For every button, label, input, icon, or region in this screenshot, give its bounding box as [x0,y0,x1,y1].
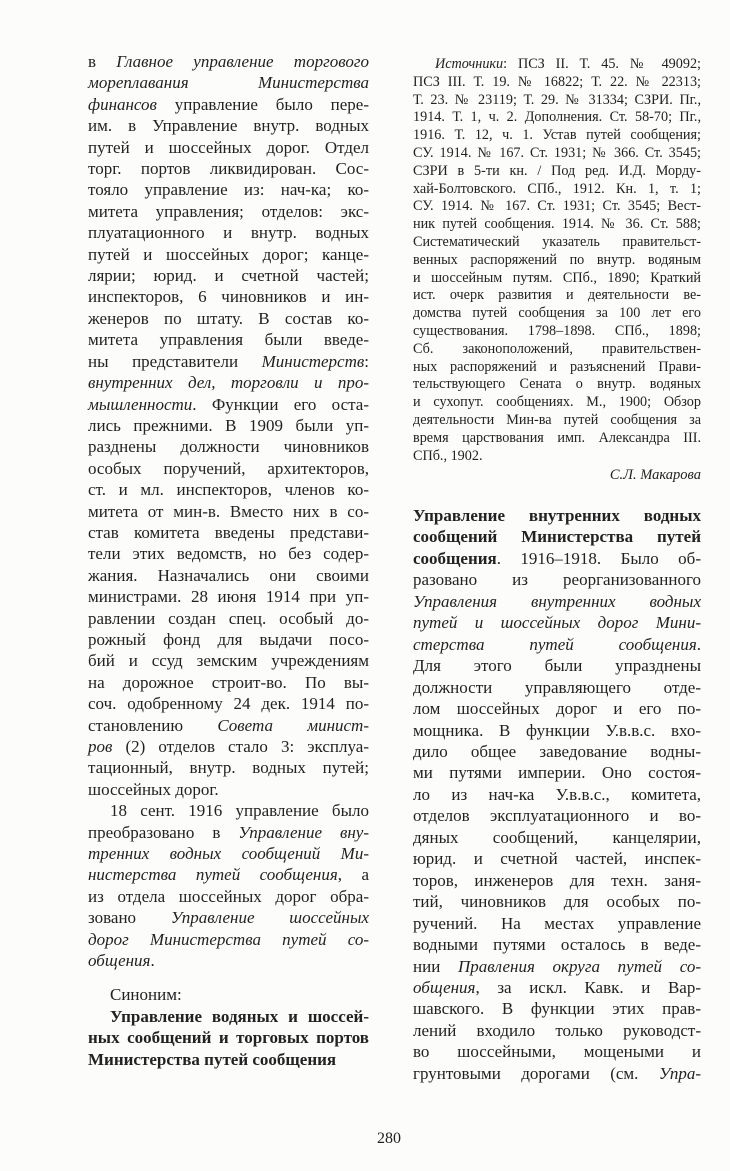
text-segment: Синоним: [110,985,182,1005]
text-segment: тационный, внутр. водных путей; [88,758,369,778]
left-text-line [88,158,369,179]
left-text-line [88,650,369,671]
right-text-line [413,569,701,590]
author-signature: С.Л. Макарова [609,467,701,483]
italic-text: Министерств [261,351,365,371]
text-segment: тий, чиновников для особых по- [413,892,701,912]
left-text-line [88,1027,369,1048]
right-column-entry [413,505,701,1084]
text-segment: , а [337,865,369,885]
text-segment: СПб., 1902. [413,447,483,464]
text-segment: ных распоряжений и разъяснений Прави- [413,358,701,375]
italic-text: ров [88,737,113,756]
text-segment: управление было пере- [156,94,369,114]
text-segment: равлении создан спец. особый до- [88,608,369,628]
text-segment: тельствующего Сената о внутр. водяных [413,376,701,393]
text-segment: Сб. законоположений, правительствен- [413,340,701,357]
text-segment: и шоссейным путям. СПб., 1890; Краткий [413,269,701,286]
left-text-line [88,329,369,350]
left-text-line [88,822,369,843]
text-segment: лений входило только руководст- [413,1020,701,1040]
text-segment: митета управления; отделов: экс- [88,201,369,221]
italic-text: Управление вну- [238,822,369,842]
left-text-line [88,51,369,72]
text-segment: Для этого были упразднены [413,656,701,676]
right-text-line [413,870,701,891]
text-segment: тели этих ведомств, но без содер- [88,544,369,564]
right-text-line [413,505,701,526]
left-text-line [88,372,369,393]
text-segment: в [88,52,117,71]
text-segment: венных распоряжений по внутр. водяным [413,251,701,268]
text-segment: женеров по штату. В состав ко- [88,308,369,328]
left-column-text [88,51,369,1070]
italic-text: Совета минист- [217,715,369,735]
left-text-line [88,886,369,907]
left-text-line [88,864,369,885]
italic-text: нистерства путей сообщения [88,865,338,885]
sources-text-line [413,305,701,323]
text-segment: отделов эксплуатационного и во- [413,806,701,826]
sources-text-line [413,56,701,74]
text-segment: тояло управление из: нач-ка; ко- [88,180,369,200]
left-text-line [88,586,369,607]
text-segment: им. в Управление внутр. водных [88,116,369,136]
left-text-line [88,800,369,821]
right-text-line [413,720,701,741]
text-segment: митета управления были введе- [88,330,369,350]
bold-heading-text: Министерства путей сообщения [88,1049,337,1069]
left-text-line [88,394,369,415]
text-segment: лом шоссейных дорог и его по- [413,699,701,719]
left-text-line [88,543,369,564]
italic-text: дорог Министерства путей со- [88,929,369,949]
right-text-line [413,827,701,848]
sources-text-line [413,198,701,216]
text-segment: плуатационного и внутр. водных [88,223,369,243]
text-segment: ст. и мл. инспекторов, членов ко- [88,480,369,500]
sources-text-line [413,109,701,127]
right-text-line [413,934,701,955]
text-segment: особых поручений, архитекторов, [88,458,369,478]
text-segment: . Функции его оста- [192,394,369,414]
text-segment: ист. очерк развития и деятельности ве- [413,287,701,304]
text-segment: деятельности Мин-ва путей сообщения за [413,411,701,428]
italic-text: Правления округа путей со- [457,956,701,976]
left-text-line [88,115,369,136]
left-text-line [88,843,369,864]
text-segment: соч. одобренному 24 дек. 1914 по- [88,694,369,714]
italic-text: мореплавания Министерства [88,73,369,93]
right-text-line [413,698,701,719]
italic-text: Упра- [658,1063,701,1083]
right-text-line [413,762,701,783]
italic-text: мышленности [88,394,193,414]
text-segment: путей и шоссейных дорог; канце- [88,244,369,264]
sources-text-line [413,252,701,270]
left-text-line [88,629,369,650]
italic-text: тренних водных сообщений Ми- [88,844,369,864]
left-text-line [88,222,369,243]
text-segment: время царствования имп. Александра III. [413,429,701,446]
sources-text-line [413,341,701,359]
text-segment: инспекторов, 6 чиновников и ин- [88,287,369,307]
right-text-line [413,548,701,569]
text-segment: водными путями осталось в веде- [413,935,701,955]
italic-text: финансов [88,94,157,114]
text-segment: ник путей сообщения. 1914. № 36. Ст. 588; [413,216,701,233]
sources-text-line [413,323,701,341]
text-segment: Систематический указатель правительст- [413,233,701,250]
left-text-line [88,351,369,372]
italic-text: путей и шоссейных дорог Мини- [413,613,701,633]
left-text-line [88,479,369,500]
right-text-line [413,891,701,912]
text-segment: преобразовано в [88,822,239,842]
right-text-line [413,784,701,805]
left-text-line [88,984,369,1005]
right-text-line [413,591,701,612]
left-text-line [88,244,369,265]
text-segment: шавского. В функции этих прав- [413,999,701,1019]
text-segment: и сухопут. сообщениях. М., 1900; Обзор [413,394,701,411]
sources-text-line [413,127,701,145]
sources-text-line [413,234,701,252]
text-segment: . 1916–1918. Было об- [496,548,701,568]
text-segment: (2) отделов стало 3: эксплуа- [112,737,369,756]
sources-text-line [413,430,701,448]
left-text-line [88,72,369,93]
left-text-line [88,415,369,436]
sources-text-line [413,287,701,305]
right-text-line [413,526,701,547]
right-text-line [413,913,701,934]
left-text-line [88,522,369,543]
left-text-line [88,436,369,457]
text-segment: на дорожное строит-во. По вы- [88,672,369,692]
sources-text-line [413,74,701,92]
text-segment: юрид. и счетной частей, инспек- [413,849,701,869]
text-segment: грунтовыми дорогами (см. [413,1063,659,1083]
sources-text-line [413,376,701,394]
sources-text-line [413,216,701,234]
bold-heading-text: Управление водяных и шоссей- [110,1006,369,1026]
text-segment: из отдела шоссейных дорог обра- [88,886,369,906]
italic-text: стерства путей сообщения [413,634,697,654]
bold-heading-text: Управление внутренних водных [413,506,701,525]
right-text-line [413,655,701,676]
sources-text-line [413,181,701,199]
left-text-line [88,94,369,115]
left-text-line [88,779,369,800]
left-text-line [88,715,369,736]
text-segment: становлению [88,715,218,735]
right-text-line [413,977,701,998]
text-segment: : [364,351,369,371]
sources-text-line [413,394,701,412]
text-segment: Т. 23. № 23119; Т. 29. № 31334; СЗРИ. Пг., [413,91,701,108]
sources-text-line [413,448,701,466]
text-segment: 1916. Т. 12, ч. 1. Устав путей сообщения; [413,127,701,144]
text-segment: существования. 1798–1898. СПб., 1898; [413,322,701,339]
page-number: 280 [377,1130,401,1147]
text-segment: зовано [88,908,171,928]
left-text-line [88,907,369,928]
text-segment: СЗРИ в 5-ти кн. / Под ред. И.Д. Морду- [413,162,701,179]
right-text-line [413,677,701,698]
text-segment: торов, инженеров для техн. заня- [413,870,701,890]
italic-text: Источники [435,56,504,72]
right-text-line [413,741,701,762]
text-segment: ло из нач-ка У.в.в.с., комитета, [413,784,701,804]
text-segment: дило общее заведование водны- [413,741,701,761]
bold-heading-text: ных сообщений и торговых портов [88,1028,369,1048]
left-text-line [88,929,369,950]
text-segment: : ПСЗ II. Т. 45. № 49092; [503,56,701,72]
left-text-line [88,950,369,971]
text-segment: . [150,951,155,971]
text-segment: мощника. В функции У.в.в.с. вхо- [413,720,701,740]
italic-text: внутренних дел, торговли и про- [88,373,369,393]
sources-text-line [413,163,701,181]
left-text-line [88,1049,369,1070]
sources-text-line [413,270,701,288]
text-segment: ны представители [88,351,262,371]
text-segment: путей и шоссейных дорог. Отдел [88,137,369,157]
left-text-line [88,137,369,158]
text-segment: 18 сент. 1916 управление было [110,801,369,821]
text-segment: нии [413,956,458,976]
text-segment: бий и ссуд земским учреждениям [88,651,369,671]
right-text-line [413,1063,701,1084]
left-text-line [88,458,369,479]
text-segment: домства путей сообщения за 100 лет его [413,305,701,322]
left-text-line [88,286,369,307]
text-segment: 1914. Т. 1, ч. 2. Дополнения. Ст. 58-70; Пг., [413,109,701,126]
italic-text: общения [413,977,476,997]
left-text-line [88,608,369,629]
right-text-line [413,956,701,977]
text-segment: разднены должности чиновников [88,437,369,457]
text-segment: ручений. На местах управление [413,913,701,933]
right-text-line [413,805,701,826]
left-text-line [88,565,369,586]
italic-text: Управление шоссейных [170,908,369,928]
text-segment: министрами. 28 июня 1914 при уп- [88,587,369,607]
text-segment: СУ. 1914. № 167. Ст. 1931; № 366. Ст. 3545; [413,144,701,161]
right-text-line [413,998,701,1019]
left-text-line [88,501,369,522]
text-segment: став комитета введены представи- [88,522,369,542]
italic-text: Управления внутренних водных [413,591,701,611]
text-segment: , за искл. Кавк. и Вар- [475,977,701,997]
text-segment: шоссейных дорог. [88,779,219,799]
left-text-line [88,201,369,222]
sources-text-line [413,92,701,110]
left-text-line [88,179,369,200]
bold-heading-text: сообщения [413,548,497,568]
text-segment: рожный фонд для выдачи посо- [88,629,369,649]
sources-list [413,56,701,465]
italic-text: общения [88,951,151,971]
text-segment: ми путями империи. Оно состоя- [413,763,701,783]
left-text-line [88,672,369,693]
right-text-line [413,1041,701,1062]
text-segment: лись прежними. В 1909 были уп- [88,415,369,435]
italic-text: Главное управление торгового [116,52,369,71]
right-text-line [413,634,701,655]
left-text-line [88,1006,369,1027]
text-segment: должности управляющего отде- [413,677,701,697]
right-text-line [413,848,701,869]
right-text-line [413,612,701,633]
sources-text-line [413,359,701,377]
left-text-line [88,736,369,757]
text-segment: ПСЗ III. Т. 19. № 16822; Т. 22. № 22313; [413,73,701,90]
text-segment: разовано из реорганизованного [413,570,701,590]
left-text-line [88,693,369,714]
text-segment: жания. Назначались они своими [88,565,369,585]
text-segment: хай-Болтовского. СПб., 1912. Кн. 1, т. 1; [413,180,701,197]
sources-text-line [413,145,701,163]
text-segment: дяных сообщений, канцелярии, [413,827,701,847]
text-segment: торг. портов ликвидирован. Сос- [88,159,369,179]
sources-text-line [413,412,701,430]
text-segment: митета от мин-в. Вместо них в со- [88,501,369,521]
bold-heading-text: сообщений Министерства путей [413,527,701,547]
text-segment: СУ. 1914. № 167. Ст. 1931; Ст. 3545; Вест- [413,198,701,215]
left-text-line [88,265,369,286]
text-segment: . [696,634,701,654]
left-text-line [88,308,369,329]
text-segment: лярии; юрид. и счетной частей; [88,266,369,286]
right-text-line [413,1020,701,1041]
left-text-line [88,757,369,778]
text-segment: во шоссейными, мощеными и [413,1042,701,1062]
